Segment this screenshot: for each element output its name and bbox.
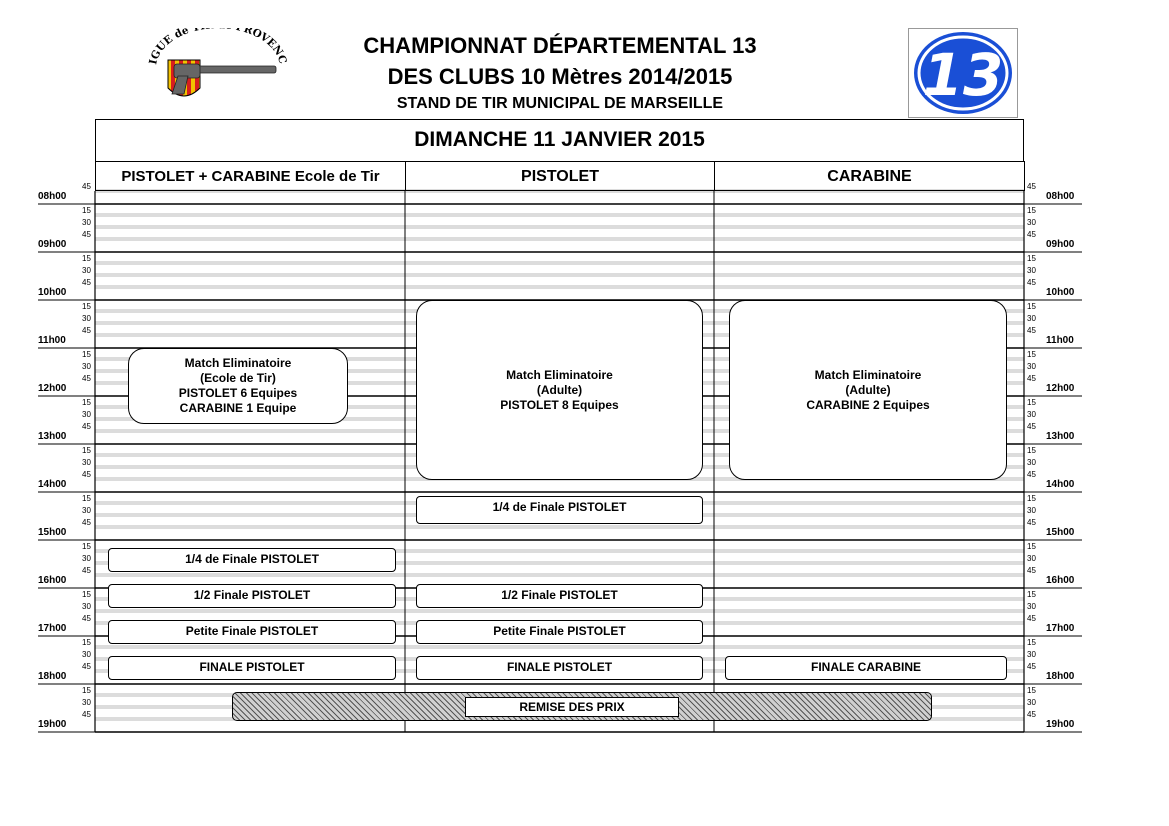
quarter-label: 30 (82, 650, 91, 659)
event-text: Petite Finale PISTOLET (493, 624, 626, 639)
event-text: 1/2 Finale PISTOLET (193, 588, 311, 603)
quarter-label: 15 (1027, 542, 1036, 551)
hour-label: 16h00 (1046, 575, 1075, 586)
quarter-label: 15 (82, 254, 91, 263)
event-block (416, 656, 703, 680)
quarter-label: 45 (82, 374, 91, 383)
quarter-label: 30 (1027, 554, 1036, 563)
hour-label: 16h00 (38, 575, 67, 586)
championship-subtitle: DES CLUBS 10 Mètres 2014/2015 (387, 64, 733, 89)
quarter-label: 15 (1027, 446, 1036, 455)
quarter-label: 30 (1027, 266, 1036, 275)
quarter-label: 30 (1027, 218, 1036, 227)
quarter-label: 45 (82, 566, 91, 575)
quarter-label: 15 (1027, 350, 1036, 359)
event-text: 1/2 Finale PISTOLET (501, 588, 618, 603)
hour-label: 11h00 (1046, 335, 1074, 346)
quarter-label: 15 (82, 398, 91, 407)
quarter-label: 45 (1027, 710, 1036, 719)
quarter-label: 30 (82, 698, 91, 707)
quarter-label: 45 (82, 518, 91, 527)
hour-label: 14h00 (1046, 479, 1075, 490)
quarter-label: 30 (1027, 458, 1036, 467)
quarter-label: 15 (1027, 686, 1036, 695)
quarter-label: 30 (82, 218, 91, 227)
event-text: (Adulte) (845, 382, 891, 397)
event-text: Match Eliminatoire (506, 367, 613, 382)
hour-label: 19h00 (1046, 719, 1075, 730)
championship-title: CHAMPIONNAT DÉPARTEMENTAL 13 (363, 33, 757, 58)
quarter-label: 15 (1027, 638, 1036, 647)
quarter-label: 45 (1027, 422, 1036, 431)
hour-label: 19h00 (38, 719, 67, 730)
quarter-label: 30 (82, 554, 91, 563)
svg-text:13: 13 (922, 41, 1004, 109)
quarter-label: 30 (1027, 506, 1036, 515)
event-text: CARABINE 2 Equipes (806, 397, 930, 412)
event-text: Match Eliminatoire (814, 367, 922, 382)
quarter-label: 30 (1027, 410, 1036, 419)
quarter-label: 45 (82, 230, 91, 239)
event-block (108, 620, 396, 644)
quarter-label: 45 (1027, 230, 1036, 239)
quarter-label: 30 (1027, 698, 1036, 707)
event-block (416, 620, 703, 644)
hour-label: 17h00 (38, 623, 67, 634)
event-text: Match Eliminatoire (184, 355, 292, 370)
event-block (108, 584, 396, 608)
quarter-label: 30 (82, 314, 91, 323)
hour-label: 13h00 (38, 431, 67, 442)
hour-label: 09h00 (38, 239, 67, 250)
quarter-label: 45 (82, 422, 91, 431)
hour-label: 18h00 (38, 671, 67, 682)
quarter-label: 45 (82, 470, 91, 479)
column-header-carabine: CARABINE (714, 161, 1025, 191)
quarter-label: 15 (1027, 494, 1036, 503)
quarter-label: 30 (82, 506, 91, 515)
quarter-label: 30 (1027, 362, 1036, 371)
quarter-label: 15 (1027, 590, 1036, 599)
hour-label: 09h00 (1046, 239, 1075, 250)
quarter-label: 30 (1027, 314, 1036, 323)
quarter-label: 15 (82, 206, 91, 215)
hour-label: 10h00 (38, 287, 67, 298)
event-text: FINALE PISTOLET (506, 660, 613, 675)
quarter-label: 45 (82, 614, 91, 623)
hour-label: 17h00 (1046, 623, 1075, 634)
quarter-label: 15 (82, 638, 91, 647)
column-header-ecole-de-tir: PISTOLET + CARABINE Ecole de Tir (95, 161, 406, 191)
quarter-label: 45 (1027, 662, 1036, 671)
quarter-label: 45 (1027, 374, 1036, 383)
hour-label: 08h00 (38, 191, 67, 202)
event-text: 1/4 de Finale PISTOLET (492, 499, 627, 514)
quarter-label: 15 (82, 590, 91, 599)
quarter-label: 45 (82, 326, 91, 335)
quarter-label: 45 (82, 662, 91, 671)
hour-label: 14h00 (38, 479, 67, 490)
quarter-label: 45 (1027, 182, 1036, 191)
event-text: (Ecole de Tir) (200, 370, 276, 385)
hour-label: 12h00 (38, 383, 67, 394)
quarter-label: 30 (82, 410, 91, 419)
quarter-label: 15 (1027, 302, 1036, 311)
quarter-label: 15 (1027, 254, 1036, 263)
event-text: PISTOLET 6 Equipes (178, 385, 298, 400)
quarter-label: 45 (1027, 278, 1036, 287)
quarter-label: 15 (82, 542, 91, 551)
event-text: FINALE CARABINE (811, 660, 921, 675)
quarter-label: 30 (1027, 650, 1036, 659)
quarter-label: 15 (82, 446, 91, 455)
event-date: DIMANCHE 11 JANVIER 2015 (95, 119, 1024, 161)
quarter-label: 30 (82, 266, 91, 275)
quarter-label: 30 (82, 362, 91, 371)
hour-label: 13h00 (1046, 431, 1075, 442)
event-block (108, 656, 396, 680)
prize-ceremony-label: REMISE DES PRIX (465, 697, 679, 717)
quarter-label: 45 (82, 710, 91, 719)
quarter-label: 30 (82, 458, 91, 467)
hour-label: 18h00 (1046, 671, 1075, 682)
event-block (416, 300, 703, 480)
event-block (416, 496, 703, 524)
quarter-label: 45 (82, 182, 91, 191)
quarter-label: 45 (82, 278, 91, 287)
hour-label: 15h00 (1046, 527, 1075, 538)
venue-name: STAND DE TIR MUNICIPAL DE MARSEILLE (396, 95, 724, 112)
event-text: Petite Finale PISTOLET (185, 624, 319, 639)
hour-label: 10h00 (1046, 287, 1075, 298)
event-block (108, 548, 396, 572)
event-text: CARABINE 1 Equipe (179, 400, 297, 415)
event-block (128, 348, 348, 424)
hour-label: 15h00 (38, 527, 67, 538)
event-block (416, 584, 703, 608)
event-block (725, 656, 1007, 680)
event-text: FINALE PISTOLET (199, 660, 305, 675)
column-header-pistolet: PISTOLET (405, 161, 715, 191)
quarter-label: 15 (1027, 206, 1036, 215)
quarter-label: 45 (1027, 566, 1036, 575)
event-text: 1/4 de Finale PISTOLET (185, 552, 319, 567)
quarter-label: 30 (82, 602, 91, 611)
hour-label: 12h00 (1046, 383, 1075, 394)
event-block (729, 300, 1007, 480)
quarter-label: 45 (1027, 470, 1036, 479)
quarter-label: 15 (82, 302, 91, 311)
hour-label: 11h00 (38, 335, 66, 346)
event-text: PISTOLET 8 Equipes (500, 397, 619, 412)
quarter-label: 15 (1027, 398, 1036, 407)
svg-text:LIGUE de TIR de PROVENCE: IGUE de ROVENC (148, 28, 288, 66)
quarter-label: 15 (82, 686, 91, 695)
quarter-label: 45 (1027, 326, 1036, 335)
quarter-label: 45 (1027, 614, 1036, 623)
quarter-label: 45 (1027, 518, 1036, 527)
quarter-label: 15 (82, 350, 91, 359)
event-text: (Adulte) (536, 382, 583, 397)
quarter-label: 30 (1027, 602, 1036, 611)
quarter-label: 15 (82, 494, 91, 503)
hour-label: 08h00 (1046, 191, 1075, 202)
